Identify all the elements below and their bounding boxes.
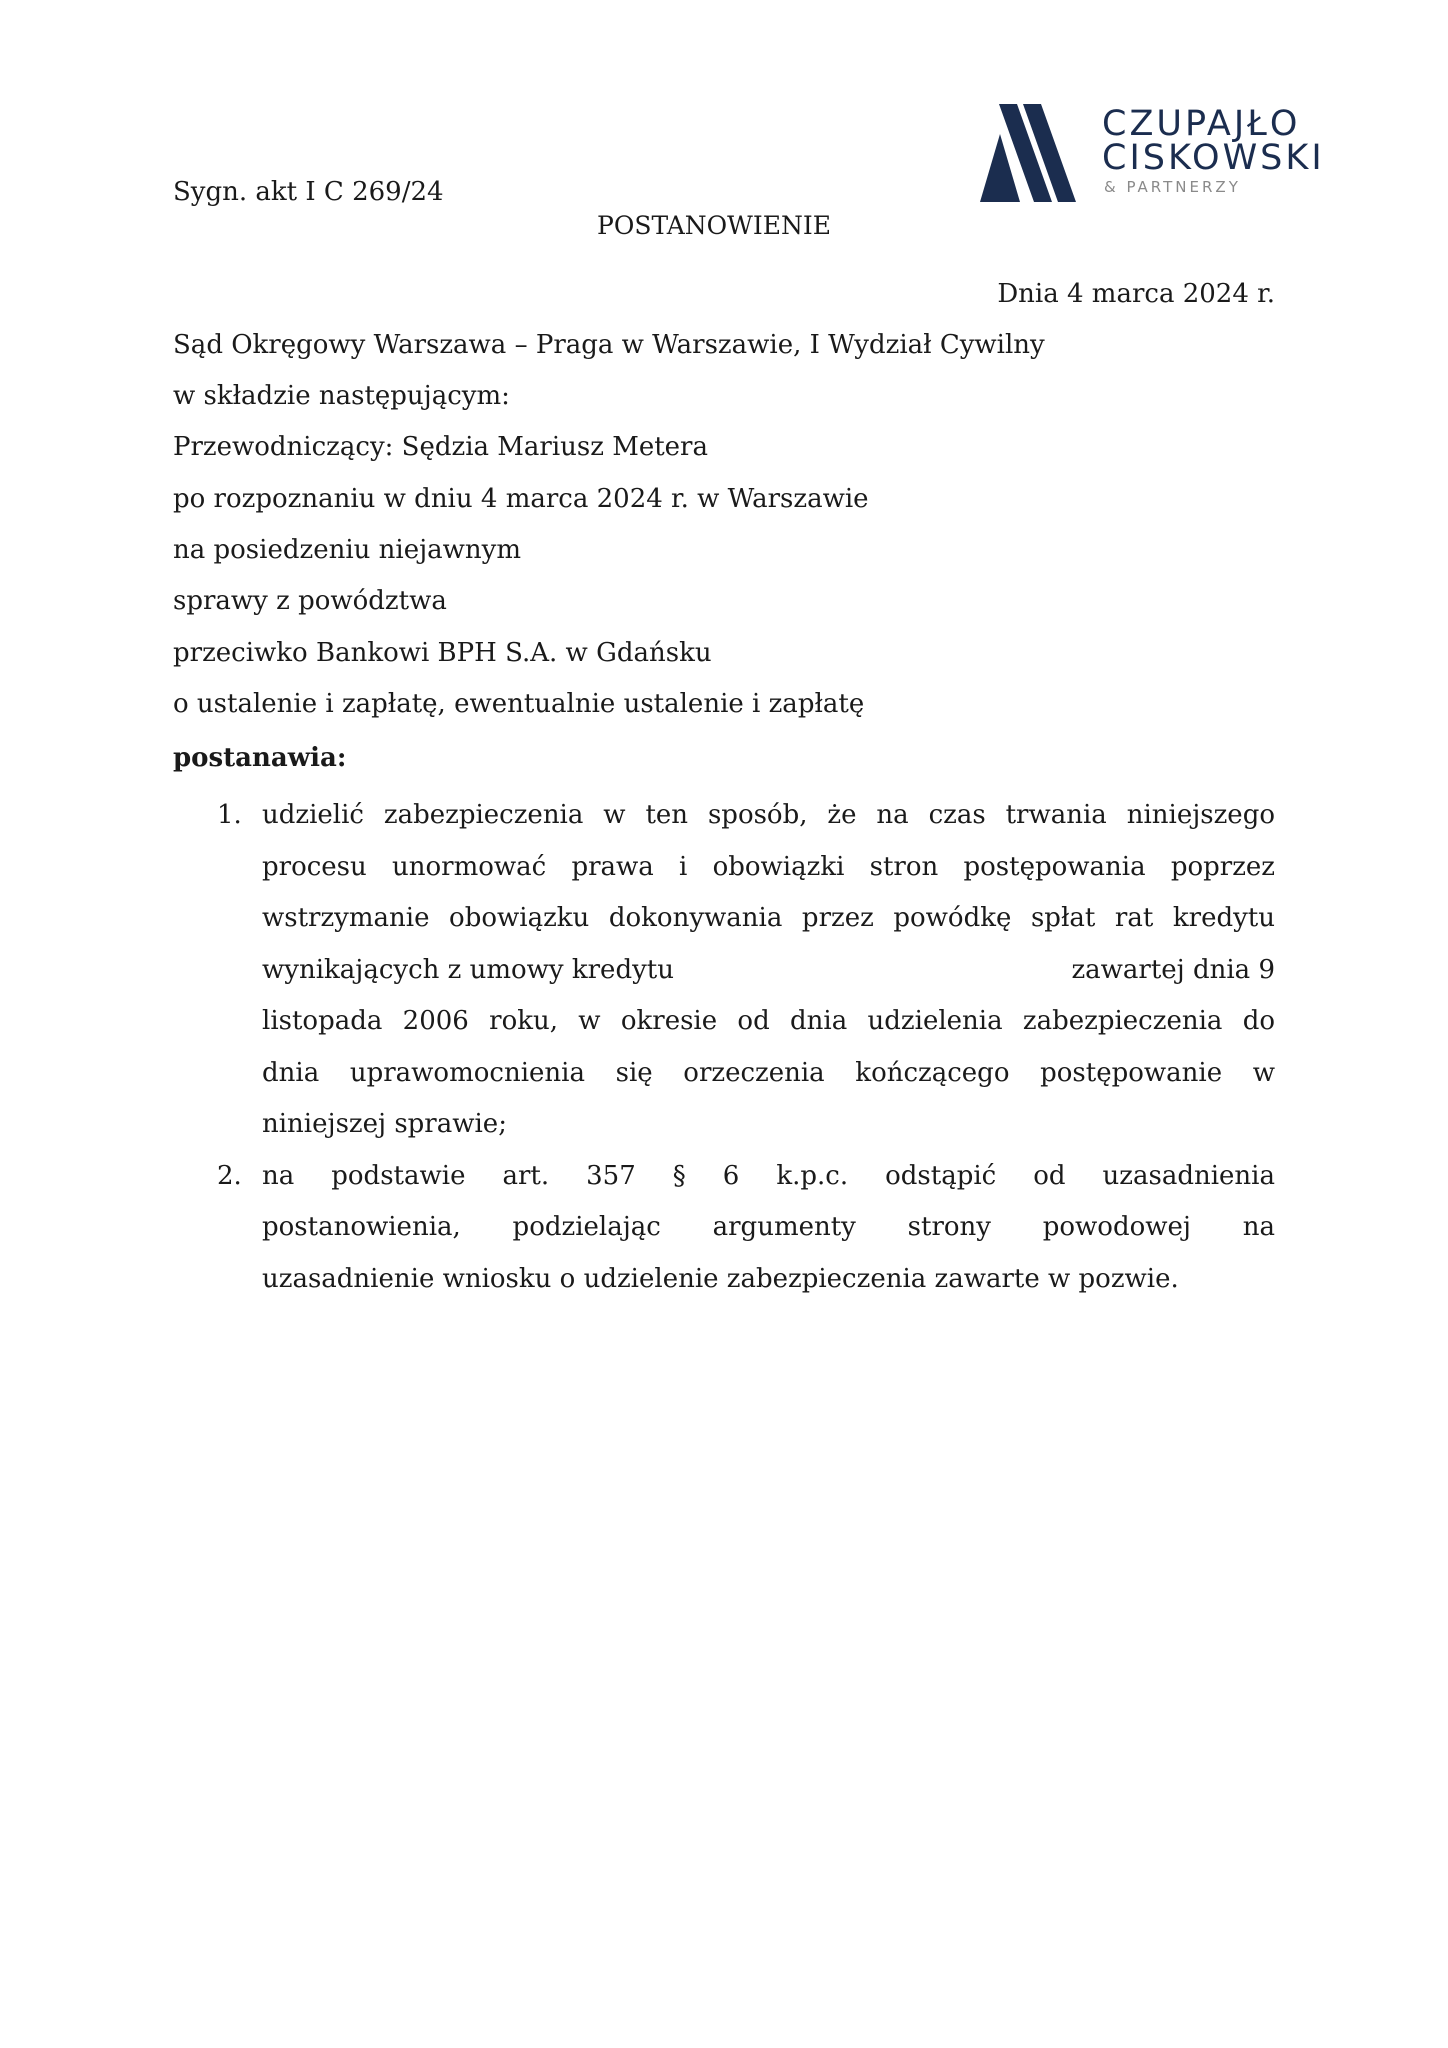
composition-label: w składzie następującym: <box>173 381 510 411</box>
item-text-segment: wynikających z umowy kredytu <box>262 954 674 985</box>
logo-name-line1: CZUPAJŁO <box>1102 104 1301 144</box>
item-text-line: wstrzymanie obowiązku dokonywania przez powódkę spłat rat kredytu <box>262 903 1275 933</box>
decision-item-1 <box>173 790 1275 1151</box>
decision-label: postanawia: <box>173 743 347 773</box>
logo-subtitle: & PARTNERZY <box>1104 178 1241 196</box>
item-text-line: niniejszej sprawie; <box>262 1109 507 1139</box>
item-text-line-redacted <box>262 945 1275 997</box>
logo-name-line2: CISKOWSKI <box>1102 138 1325 178</box>
item-text-line: postanowienia, podzielając argumenty strony powodowej na <box>262 1212 1275 1242</box>
item-text-line: listopada 2006 roku, w okresie od dnia udzielenia zabezpieczenia do <box>262 1006 1275 1036</box>
item-number: 2. <box>217 1160 242 1191</box>
law-firm-logo <box>980 100 1340 205</box>
claimant-line: sprawy z powództwa <box>173 586 447 616</box>
session-type: na posiedzeniu niejawnym <box>173 535 522 565</box>
item-text-line: procesu unormować prawa i obowiązki stron postępowania poprzez <box>262 851 1275 882</box>
logo-mark-icon <box>980 104 1076 202</box>
item-text-line: udzielić zabezpieczenia w ten sposób, że na czas trwania niniejszego <box>262 800 1275 830</box>
decision-items <box>173 790 1275 1305</box>
court-name: Sąd Okręgowy Warszawa – Praga w Warszawie, I Wydział Cywilny <box>173 330 1045 360</box>
item-text-line: uzasadnienie wniosku o udzielenie zabezpieczenia zawarte w pozwie. <box>262 1263 1179 1294</box>
item-text-segment: zawartej dnia 9 <box>1071 954 1275 985</box>
hearing-date-place: po rozpoznaniu w dniu 4 marca 2024 r. w Warszawie <box>173 484 869 514</box>
item-number: 1. <box>217 800 242 830</box>
item-text-line: dnia uprawomocnienia się orzeczenia kończącego postępowanie w <box>262 1057 1275 1088</box>
presiding-judge: Przewodniczący: Sędzia Mariusz Metera <box>173 432 708 462</box>
subject-of-case: o ustalenie i zapłatę, ewentualnie ustalenie i zapłatę <box>173 689 865 719</box>
document-title: POSTANOWIENIE <box>597 211 831 240</box>
decision-item-2 <box>173 1151 1275 1306</box>
case-number: Sygn. akt I C 269/24 <box>173 177 444 207</box>
document-date: Dnia 4 marca 2024 r. <box>997 279 1275 309</box>
item-text-line: na podstawie art. 357 § 6 k.p.c. odstąpić od uzasadnienia <box>262 1160 1275 1191</box>
defendant-line: przeciwko Bankowi BPH S.A. w Gdańsku <box>173 638 712 668</box>
